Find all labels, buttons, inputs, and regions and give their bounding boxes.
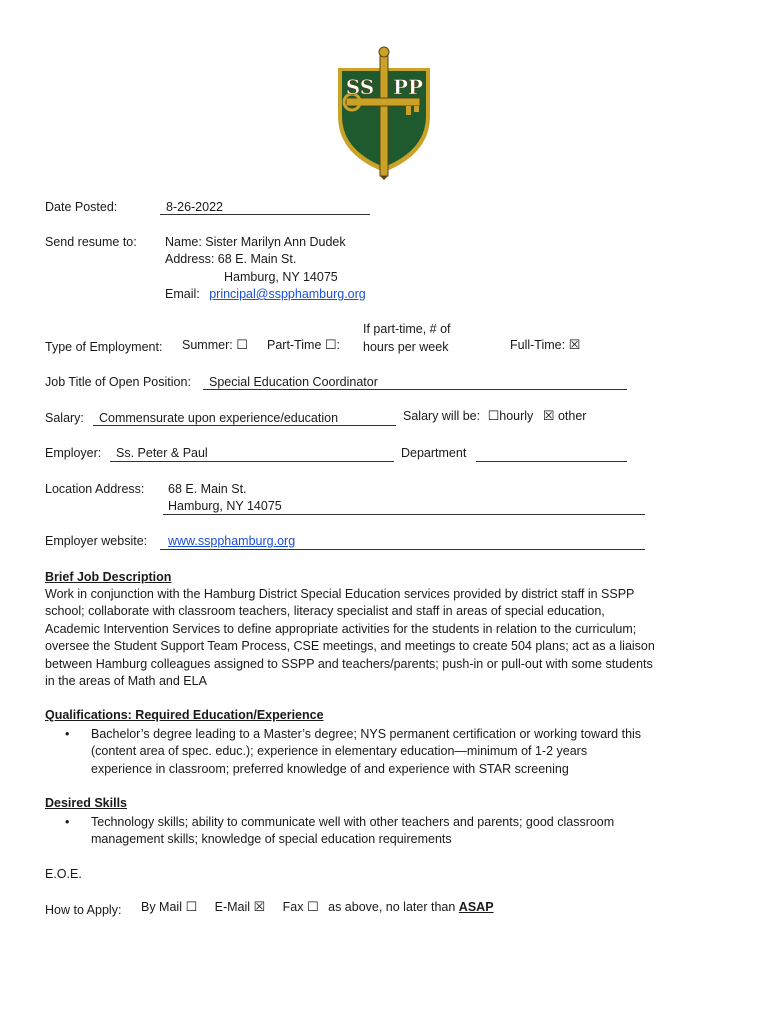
parttime-colon: : (336, 338, 341, 352)
date-posted-underline (160, 214, 370, 215)
email-method-checkbox[interactable]: ☒ (253, 900, 266, 915)
parttime-option (267, 338, 340, 353)
department-label: Department (401, 446, 467, 460)
date-posted-value: 8-26-2022 (166, 200, 223, 214)
logo-letters-left: SS (345, 75, 375, 99)
summer-option (182, 338, 248, 353)
resume-email-row (165, 287, 366, 301)
eoe-text: E.O.E. (45, 867, 82, 881)
mail-checkbox[interactable]: ☐ (185, 900, 198, 915)
location-label: Location Address: (45, 482, 145, 496)
job-title-label: Job Title of Open Position: (45, 375, 191, 389)
bullet-icon: • (65, 727, 70, 741)
apply-suffix: as above, no later than (328, 900, 456, 914)
parttime-label: Part-Time (267, 338, 322, 352)
apply-label: How to Apply: (45, 903, 122, 917)
skill-text: Technology skills; ability to communicate well with other teachers and parents; good classroom management skills; knowledge of special education requirements (91, 815, 615, 847)
summer-checkbox[interactable]: ☐ (236, 338, 248, 353)
apply-methods (141, 900, 494, 915)
hours-per-week-line1: If part-time, # of (363, 322, 451, 336)
resume-email-label: Email: (165, 287, 200, 301)
fulltime-label: Full-Time: (510, 338, 566, 352)
department-underline (476, 461, 627, 462)
summer-label: Summer: (182, 338, 233, 352)
fax-label: Fax (282, 900, 304, 914)
send-resume-label: Send resume to: (45, 235, 137, 249)
employer-value: Ss. Peter & Paul (116, 446, 208, 460)
employer-label: Employer: (45, 446, 102, 460)
employment-type-label: Type of Employment: (45, 340, 163, 354)
description-text: Work in conjunction with the Hamburg District Special Education services provided by district staff in SSPP school; collaborate with classroom teachers, literacy specialist and staff in areas of special education, Academic Intervention Services to define appropriate activities for the students in relation to the curriculum; oversee the Student Support Team Process, CSE meetings, and meetings to create 504 plans; act as a liaison between Hamburg colleagues assigned to SSPP and teachers/parents; push-in or pull-out with some students in the areas of Math and ELA (45, 587, 655, 689)
salary-underline (93, 425, 396, 426)
resume-city: Hamburg, NY 14075 (224, 270, 338, 284)
parttime-checkbox[interactable]: ☐ (324, 338, 337, 353)
location-line2: Hamburg, NY 14075 (168, 499, 282, 513)
salary-label: Salary: (45, 411, 84, 425)
resume-name: Name: Sister Marilyn Ann Dudek (165, 235, 346, 249)
bullet-icon: • (65, 815, 70, 829)
website-underline (160, 549, 645, 550)
svg-text:SSPP: SSPP (332, 46, 335, 47)
apply-deadline: ASAP (458, 900, 494, 914)
other-label: other (557, 409, 587, 423)
website-label: Employer website: (45, 534, 148, 548)
hours-per-week-line2: hours per week (363, 340, 449, 354)
salary-value: Commensurate upon experience/education (99, 411, 339, 425)
fulltime-option (510, 338, 580, 353)
email-method-label: E-Mail (214, 900, 251, 914)
school-crest-logo (332, 46, 436, 180)
location-underline (163, 514, 645, 515)
skills-heading: Desired Skills (45, 796, 127, 810)
job-title-underline (203, 389, 627, 390)
mail-label: By Mail (141, 900, 182, 914)
date-posted-label: Date Posted: (45, 200, 118, 214)
logo-letters-right: PP (392, 75, 424, 99)
fulltime-checkbox[interactable]: ☒ (568, 338, 581, 353)
description-heading: Brief Job Description (45, 570, 172, 584)
fax-checkbox[interactable]: ☐ (306, 900, 319, 915)
location-line1: 68 E. Main St. (168, 482, 247, 496)
other-checkbox[interactable]: ☒ (542, 409, 555, 424)
resume-address: Address: 68 E. Main St. (165, 252, 297, 266)
hourly-checkbox[interactable]: ☐ (487, 409, 500, 424)
salary-type-options (403, 409, 586, 424)
qualifications-heading: Qualifications: Required Education/Experience (45, 708, 324, 722)
job-title-value: Special Education Coordinator (209, 375, 378, 389)
employer-underline (110, 461, 394, 462)
salary-will-be-label: Salary will be: (403, 409, 481, 423)
hourly-label: hourly (499, 409, 534, 423)
resume-email-link[interactable]: principal@sspphamburg.org (209, 287, 366, 301)
website-link[interactable]: www.sspphamburg.org (168, 534, 296, 548)
qualification-text: Bachelor’s degree leading to a Master’s degree; NYS permanent certification or working toward this (content area of spec. educ.); experience in elementary education—minimum of 1-2 years experience in classroom; preferred knowledge of and experience with STAR screening (91, 727, 642, 776)
